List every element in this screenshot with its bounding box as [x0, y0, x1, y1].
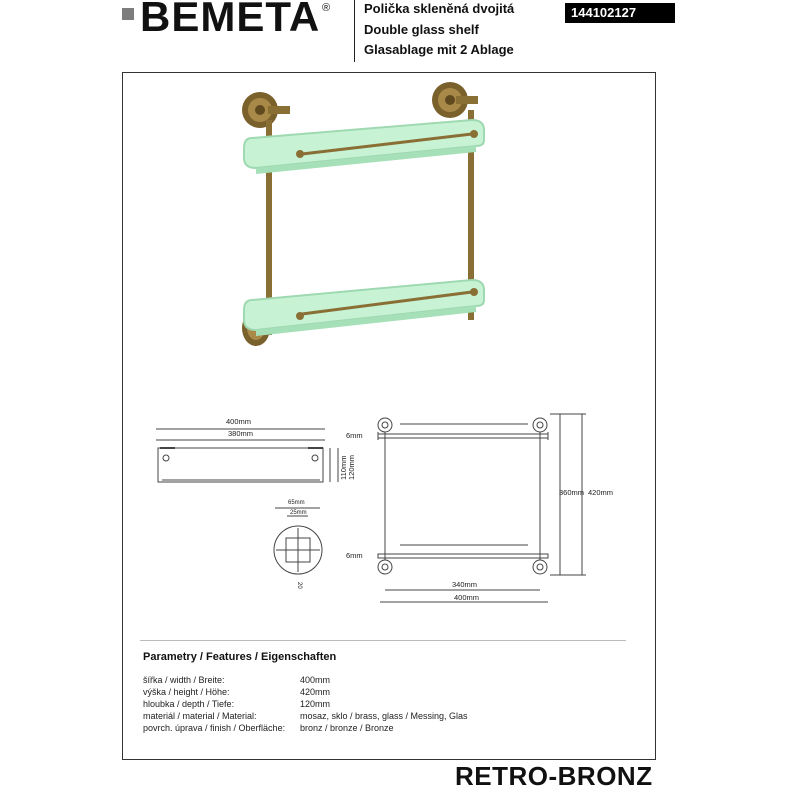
header-divider — [354, 0, 355, 62]
spec-value-finish: bronz / bronze / Bronze — [300, 723, 394, 733]
collection-name: RETRO-BRONZ — [455, 761, 653, 791]
dim-front-width: 400mm — [454, 593, 480, 602]
spec-label-width: šířka / width / Breite: — [143, 675, 225, 685]
spec-label-height: výška / height / Höhe: — [143, 687, 230, 697]
spec-value-depth: 120mm — [300, 699, 331, 709]
product-title-de: Glasablage mit 2 Ablage — [364, 42, 514, 57]
registered-mark: ® — [322, 2, 331, 14]
product-title-cz: Polička skleněná dvojitá — [364, 1, 515, 16]
dim-front-height-inner: 360mm — [559, 488, 585, 497]
specs-divider — [140, 640, 626, 641]
specs-title: Parametry / Features / Eigenschaften — [143, 651, 337, 663]
dim-front-gap-top: 6mm — [346, 431, 363, 440]
spec-value-height: 420mm — [300, 687, 331, 697]
spec-label-material: materiál / material / Material: — [143, 711, 257, 721]
dim-front-span: 340mm — [452, 580, 478, 589]
spec-value-material: mosaz, sklo / brass, glass / Messing, Glas — [300, 711, 468, 721]
spec-label-finish: povrch. úprava / finish / Oberfläche: — [143, 723, 286, 733]
product-code-badge: 144102127 — [565, 3, 675, 23]
dim-mount-flange: 65mm — [288, 500, 305, 506]
dim-mount-inner: 25mm — [290, 510, 307, 516]
brand-logo: BEMETA — [140, 0, 321, 40]
logo-square-icon — [122, 8, 134, 20]
dim-side-glass-width: 380mm — [228, 429, 254, 438]
dim-front-height-total: 420mm — [588, 488, 614, 497]
dim-side-height-glass: 120mm — [347, 454, 356, 480]
spec-value-width: 400mm — [300, 675, 331, 685]
front-view-drawing — [378, 414, 586, 602]
technical-drawings — [130, 400, 650, 615]
dim-side-height-total: 110mm — [339, 455, 348, 480]
dim-front-gap-bottom: 6mm — [346, 551, 363, 560]
mount-detail-drawing — [274, 508, 322, 574]
glass-shelf-top — [244, 120, 484, 174]
dim-side-overall-width: 400mm — [226, 417, 252, 426]
dim-mount-depth: 20 — [296, 582, 302, 589]
product-title-en: Double glass shelf — [364, 22, 479, 37]
glass-shelf-bottom — [244, 280, 484, 336]
spec-label-depth: hloubka / depth / Tiefe: — [143, 699, 235, 709]
product-photo — [222, 80, 522, 360]
